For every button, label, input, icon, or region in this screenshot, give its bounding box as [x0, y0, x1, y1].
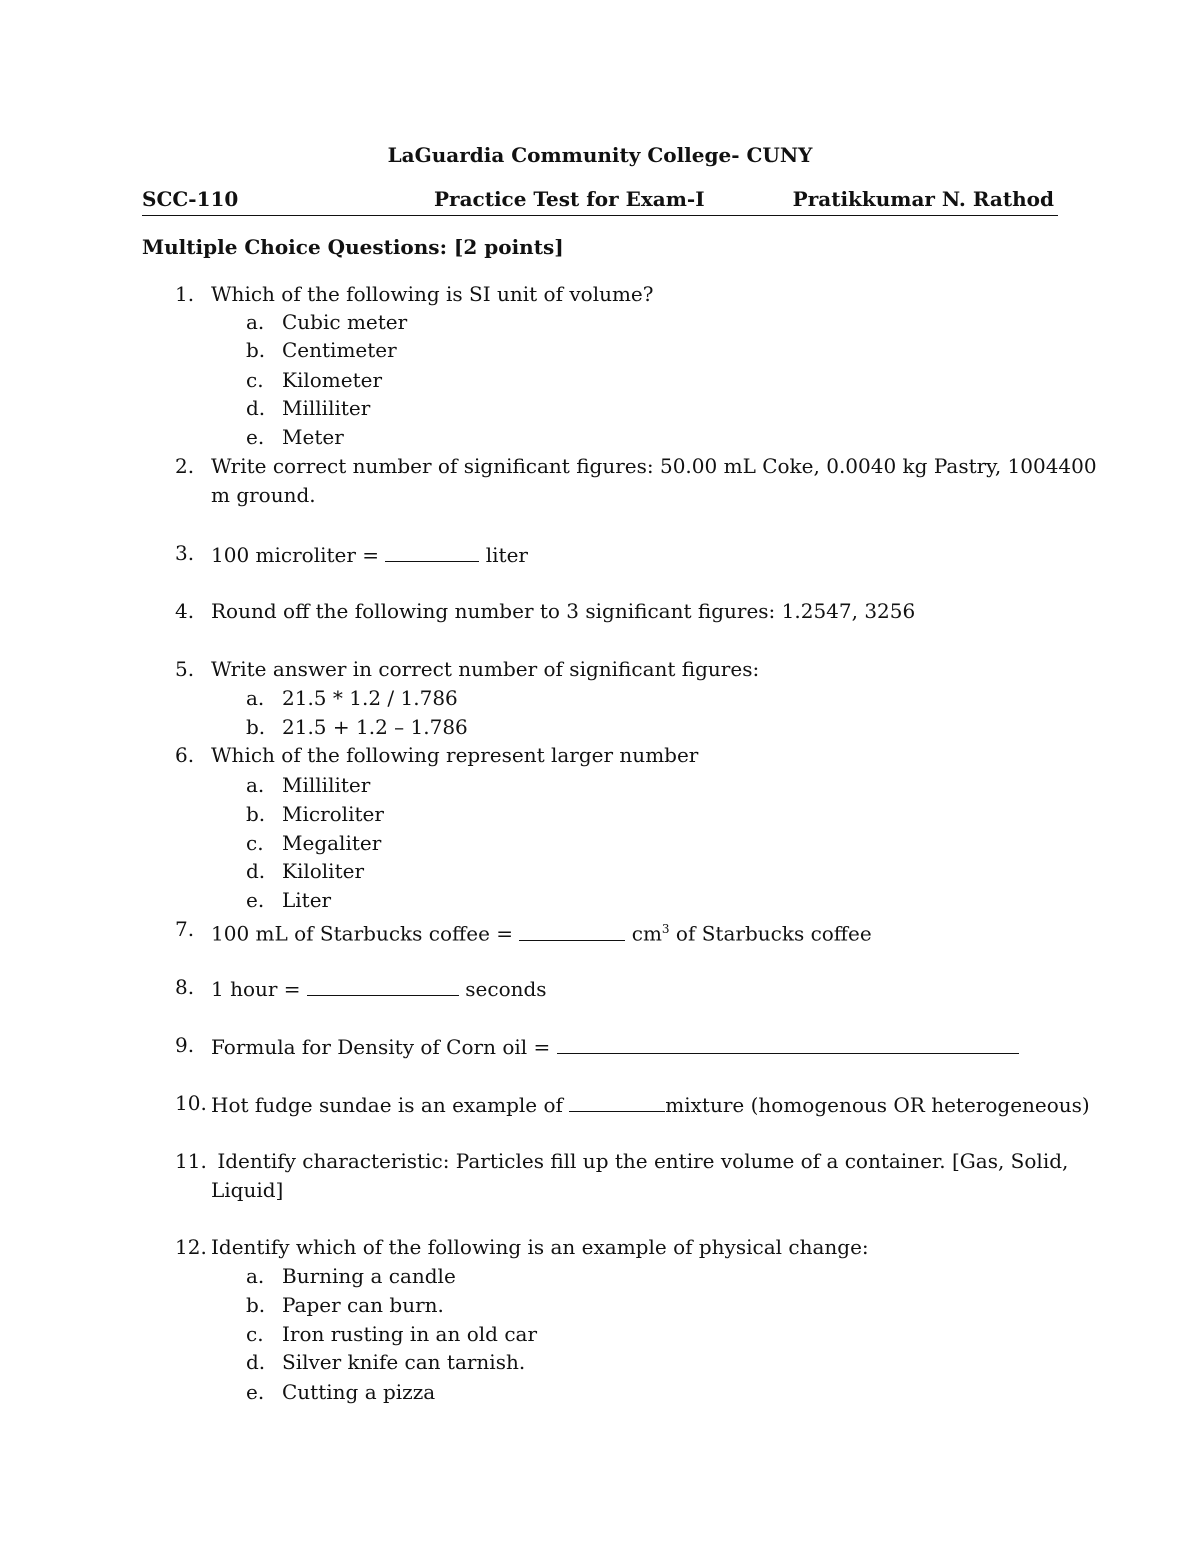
- question-text: [211, 541, 528, 567]
- option-text: Cubic meter: [282, 310, 408, 334]
- option-letter: e.: [246, 425, 265, 449]
- answer-blank[interactable]: [385, 541, 479, 562]
- question-number: 6.: [175, 743, 195, 767]
- question-text: Identify which of the following is an example of physical change:: [211, 1235, 869, 1259]
- answer-blank[interactable]: [519, 920, 625, 941]
- option-text: Milliliter: [282, 773, 371, 797]
- section-title: Multiple Choice Questions: [2 points]: [142, 235, 564, 259]
- option-letter: b.: [246, 338, 266, 362]
- option-text: 21.5 + 1.2 – 1.786: [282, 715, 468, 739]
- question-text-before: Formula for Density of Corn oil =: [211, 1035, 557, 1059]
- option-letter: c.: [246, 1322, 264, 1346]
- option-text: Iron rusting in an old car: [282, 1322, 537, 1346]
- question-text-continued: Liquid]: [211, 1178, 284, 1202]
- answer-blank[interactable]: [569, 1091, 665, 1112]
- question-text: Identify characteristic: Particles fill up the entire volume of a container. [Gas, Solid,: [211, 1149, 1069, 1173]
- question-number: 4.: [175, 599, 195, 623]
- header-row: [142, 187, 1058, 216]
- option-text: Microliter: [282, 802, 384, 826]
- question-text-after: mixture (homogenous OR heterogeneous): [665, 1093, 1090, 1117]
- answer-blank[interactable]: [307, 975, 459, 996]
- option-text: Liter: [282, 888, 332, 912]
- option-letter: c.: [246, 831, 264, 855]
- question-number: 11.: [175, 1149, 207, 1173]
- option-letter: b.: [246, 1293, 266, 1317]
- question-text: [211, 1091, 1090, 1117]
- question-number: 7.: [175, 917, 195, 941]
- option-text: Burning a candle: [282, 1264, 456, 1288]
- question-text: Write correct number of significant figures: 50.00 mL Coke, 0.0040 kg Pastry, 1004400: [211, 454, 1097, 478]
- question-text: Round off the following number to 3 significant figures: 1.2547, 3256: [211, 599, 916, 623]
- option-letter: d.: [246, 1350, 266, 1374]
- option-letter: e.: [246, 1380, 265, 1404]
- question-number: 2.: [175, 454, 195, 478]
- test-title: Practice Test for Exam-I: [434, 187, 705, 211]
- unit-text: cm: [631, 921, 662, 946]
- option-letter: d.: [246, 859, 266, 883]
- question-text-after: liter: [479, 543, 528, 567]
- option-letter: a.: [246, 1264, 265, 1288]
- option-text: Cutting a pizza: [282, 1380, 436, 1404]
- option-text: Paper can burn.: [282, 1293, 444, 1317]
- question-text-after: seconds: [458, 977, 547, 1001]
- instructor-name: Pratikkumar N. Rathod: [792, 187, 1054, 211]
- question-text-before: 1 hour =: [211, 977, 307, 1001]
- option-letter: b.: [246, 802, 266, 826]
- option-letter: c.: [246, 368, 264, 392]
- institution-title: LaGuardia Community College- CUNY: [387, 143, 813, 167]
- option-letter: e.: [246, 888, 265, 912]
- option-text: 21.5 * 1.2 / 1.786: [282, 686, 458, 710]
- course-code: SCC-110: [142, 187, 239, 211]
- question-number: 10.: [175, 1091, 207, 1115]
- question-text-after: of Starbucks coffee: [669, 921, 872, 946]
- question-text: Which of the following represent larger number: [211, 743, 699, 767]
- question-number: 12.: [175, 1235, 207, 1259]
- option-text: Meter: [282, 425, 344, 449]
- question-text: [211, 975, 547, 1001]
- option-letter: a.: [246, 773, 265, 797]
- option-text: Kiloliter: [282, 859, 365, 883]
- question-text-continued: m ground.: [211, 483, 316, 507]
- option-text: Kilometer: [282, 368, 383, 392]
- question-text: Which of the following is SI unit of volume?: [211, 282, 654, 306]
- option-text: Milliliter: [282, 396, 371, 420]
- option-letter: a.: [246, 686, 265, 710]
- question-text: Write answer in correct number of significant figures:: [211, 657, 760, 681]
- question-number: 9.: [175, 1033, 195, 1057]
- question-text: [211, 1033, 1019, 1059]
- question-number: 1.: [175, 282, 195, 306]
- question-number: 3.: [175, 541, 195, 565]
- question-text-before: 100 mL of Starbucks coffee =: [211, 921, 520, 946]
- question-number: 8.: [175, 975, 195, 999]
- option-text: Centimeter: [282, 338, 397, 362]
- option-letter: d.: [246, 396, 266, 420]
- option-letter: b.: [246, 715, 266, 739]
- answer-blank[interactable]: [557, 1033, 1019, 1054]
- question-text-before: Hot fudge sundae is an example of: [211, 1093, 570, 1117]
- question-text-before: 100 microliter =: [211, 543, 386, 567]
- question-number: 5.: [175, 657, 195, 681]
- option-text: Silver knife can tarnish.: [282, 1350, 526, 1374]
- unit-superscript: 3: [661, 922, 670, 936]
- question-text: [211, 917, 872, 946]
- option-letter: a.: [246, 310, 265, 334]
- option-text: Megaliter: [282, 831, 382, 855]
